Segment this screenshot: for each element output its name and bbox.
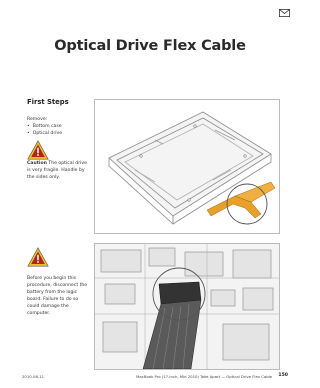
envelope-icon[interactable] — [279, 9, 290, 17]
page-number: 150 — [278, 373, 288, 378]
warning-triangle-icon — [27, 247, 49, 267]
caution-label: Caution — [27, 161, 47, 166]
list-item: • Bottom case — [27, 123, 62, 130]
footer-doc-title: MacBook Pro (17-inch, Mid 2010) Take Apart — Optical Drive Flex Cable — [136, 374, 272, 379]
battery-warning-text: Before you begin this procedure, disconnect the battery from the logic board. Failure to do so could damage the computer. — [27, 276, 88, 316]
section-heading: First Steps — [27, 98, 69, 106]
caution-text — [27, 160, 89, 181]
remove-list-block — [27, 116, 62, 137]
page-title: Optical Drive Flex Cable — [54, 38, 246, 54]
remove-list — [27, 123, 62, 137]
logic-board-photo — [94, 243, 280, 370]
list-item: • Optical drive — [27, 130, 62, 137]
optical-drive-photo — [94, 99, 280, 234]
footer-date: 2010-06-11 — [22, 374, 45, 379]
warning-triangle-icon — [27, 140, 49, 160]
remove-label: Remove: — [27, 117, 48, 122]
caution-body: The optical drive is very fragile. Handle by the sides only. — [27, 161, 87, 180]
